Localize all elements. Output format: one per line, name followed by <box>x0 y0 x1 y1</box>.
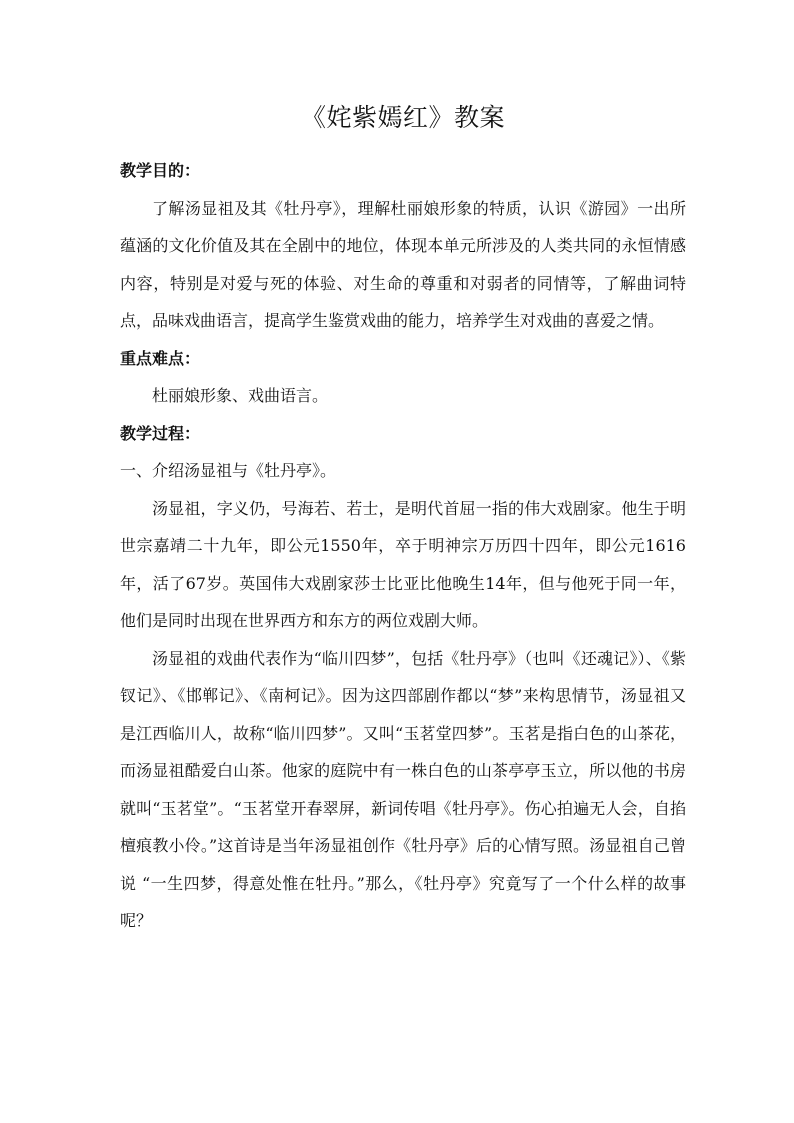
document-page <box>120 98 686 940</box>
document-title: 《姹紫嫣红》教案 <box>300 103 505 132</box>
process-heading: 教学过程： <box>120 423 201 443</box>
key-points-heading: 重点难点： <box>120 348 201 368</box>
objectives-heading: 教学目的： <box>120 161 201 180</box>
objectives-text: 了解汤显祖及其《牡丹亭》，理解杜丽娘形象的特质，认识《游园》一出所蕴涵的文化价值及其在全剧中的地位，体现本单元所涉及的人类共同的永恒情感内容，特别是对爱与死的体验、对生命的尊重和对弱者的同情等，了解曲词特点，品味戏曲语言，提高学生鉴赏戏曲的能力，培养学生对戏曲的喜爱之情。 <box>120 198 686 330</box>
process-subheading: 一、介绍汤显祖与《牡丹亭》。 <box>120 461 337 480</box>
key-points-text: 杜丽娘形象、戏曲语言。 <box>152 386 329 405</box>
process-paragraph-1: 汤显祖，字义仍，号海若、若士，是明代首屈一指的伟大戏剧家。他生于明世宗嘉靖二十九年，即公元1550年，卒于明神宗万历四十四年，即公元1616年，活了67岁。英国伟大戏剧家莎士比亚比他晚生14年，但与他死于同一年，他们是同时出现在世界西方和东方的两位戏剧大师。 <box>120 498 686 630</box>
process-paragraph-2: 汤显祖的戏曲代表作为“临川四梦”，包括《牡丹亭》（也叫《还魂记》）、《紫钗记》、《邯郸记》、《南柯记》。因为这四部剧作都以“梦”来构思情节，汤显祖又是江西临川人，故称“临川四梦”。又叫“玉茗堂四梦”。玉茗是指白色的山茶花，而汤显祖酷爱白山茶。他家的庭院中有一株白色的山茶亭亭玉立，所以他的书房就叫“玉茗堂”。“玉茗堂开春翠屏，新词传唱《牡丹亭》。伤心拍遍无人会，自掐檀痕教小伶。”这首诗是当年汤显祖创作《牡丹亭》后的心情写照。汤显祖自己曾说 “一生四梦，得意处惟在牡丹。”那么，《牡丹亭》究竟写了一个什么样的故事呢？ <box>120 648 686 930</box>
